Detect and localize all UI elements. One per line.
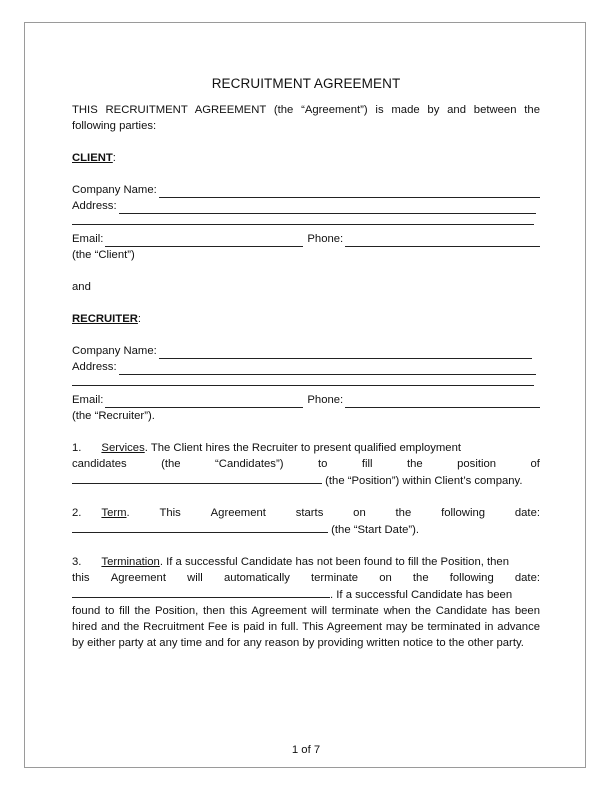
- recruiter-address-blank-2[interactable]: [72, 375, 534, 386]
- recruiter-email-label: Email:: [72, 394, 104, 406]
- client-heading-text: CLIENT: [72, 152, 113, 164]
- services-number: 1.: [72, 442, 82, 454]
- client-address-blank-2[interactable]: [72, 214, 534, 225]
- recruiter-phone-label: Phone:: [307, 394, 344, 406]
- and-text: and: [72, 281, 91, 293]
- recruiter-company-blank[interactable]: [159, 347, 532, 359]
- termination-heading: Termination: [101, 556, 160, 568]
- services-word-7: of: [530, 458, 540, 470]
- intro-paragraph: THIS RECRUITMENT AGREEMENT (the “Agreement”) is made by and between the following parties:: [72, 104, 540, 132]
- term-word-6: following: [441, 507, 486, 519]
- term-word-7: date:: [514, 507, 540, 519]
- termination-word-8: date:: [514, 572, 540, 584]
- termination-word-1: Agreement: [110, 572, 166, 584]
- services-word-5: the: [406, 458, 423, 470]
- termination-rest: found to fill the Position, then this Agreement will terminate when the Candidate has been hired and the Recruitment Fee is paid in full. This Agreement may be terminated in advance by either party at any time and for any reason by providing written notice to the other party.: [72, 605, 540, 649]
- recruiter-contact-line: [72, 392, 540, 408]
- document-title: RECRUITMENT AGREEMENT: [211, 76, 401, 91]
- services-word-4: fill: [361, 458, 373, 470]
- services-word-2: “Candidates”): [215, 458, 284, 470]
- services-word-1: (the: [161, 458, 181, 470]
- termination-line-2: [72, 570, 540, 586]
- client-heading-colon: :: [112, 152, 116, 164]
- term-line-1: [72, 505, 540, 521]
- termination-line-3: [72, 586, 540, 603]
- term-word-1: This: [159, 507, 181, 519]
- client-address-blank[interactable]: [119, 202, 536, 214]
- services-line-1: [72, 440, 540, 456]
- recruiter-heading-text: RECRUITER: [72, 313, 138, 325]
- client-contact-line: [72, 231, 540, 247]
- services-word-3: to: [317, 458, 328, 470]
- client-company-line: [72, 182, 540, 198]
- termination-word-5: on: [379, 572, 392, 584]
- termination-word-6: the: [412, 572, 429, 584]
- client-company-label: Company Name:: [72, 184, 157, 196]
- services-line-3: [72, 472, 540, 489]
- client-phone-label: Phone:: [307, 233, 344, 245]
- services-line-1-text: . The Client hires the Recruiter to present qualified employment: [144, 442, 462, 454]
- termination-word-3: automatically: [223, 572, 290, 584]
- recruiter-address-label: Address:: [72, 361, 117, 373]
- termination-word-4: terminate: [311, 572, 359, 584]
- client-address-label: Address:: [72, 200, 117, 212]
- term-line-2-text: (the “Start Date”).: [331, 524, 420, 536]
- term-number: 2.: [72, 507, 82, 519]
- start-date-blank[interactable]: [72, 521, 328, 533]
- client-company-blank[interactable]: [159, 186, 540, 198]
- termination-line-1-text: . If a successful Candidate has not been found to fill the Position, then: [159, 556, 510, 568]
- recruiter-heading-colon: :: [137, 313, 142, 325]
- services-line-2: [72, 456, 540, 472]
- term-word-0: .: [126, 507, 130, 519]
- termination-line-1: [72, 554, 540, 570]
- recruiter-address-blank[interactable]: [119, 363, 536, 375]
- client-address-line: [72, 198, 540, 214]
- term-word-4: on: [353, 507, 366, 519]
- section-termination: [72, 554, 540, 651]
- section-services: [72, 440, 540, 489]
- termination-word-7: following: [449, 572, 494, 584]
- termination-number: 3.: [72, 556, 82, 568]
- section-term: [72, 505, 540, 538]
- term-line-2: [72, 521, 540, 538]
- services-word-0: candidates: [72, 458, 127, 470]
- recruiter-phone-blank[interactable]: [345, 396, 540, 408]
- term-word-5: the: [395, 507, 412, 519]
- document-body: [72, 76, 540, 651]
- recruiter-heading: [72, 311, 540, 327]
- termination-word-2: will: [187, 572, 203, 584]
- recruiter-company-label: Company Name:: [72, 345, 157, 357]
- client-email-blank[interactable]: [105, 235, 303, 247]
- termination-date-blank[interactable]: [72, 586, 330, 598]
- client-email-label: Email:: [72, 233, 104, 245]
- page-number: 1 of 7: [291, 744, 321, 756]
- termination-line-3-text: . If a successful Candidate has been: [330, 589, 513, 601]
- recruiter-company-line: [72, 343, 540, 359]
- client-phone-blank[interactable]: [345, 235, 540, 247]
- client-designation: (the “Client”): [72, 249, 135, 261]
- services-heading: Services: [101, 442, 145, 454]
- recruiter-email-blank[interactable]: [105, 396, 303, 408]
- term-word-2: Agreement: [210, 507, 266, 519]
- services-line-3-text: (the “Position”) within Client’s company.: [325, 475, 523, 487]
- recruiter-designation: (the “Recruiter”).: [72, 410, 155, 422]
- services-word-6: position: [457, 458, 497, 470]
- recruiter-address-line: [72, 359, 540, 375]
- termination-word-0: this: [72, 572, 90, 584]
- position-blank[interactable]: [72, 472, 322, 484]
- client-heading: [72, 150, 540, 166]
- term-word-3: starts: [295, 507, 324, 519]
- term-heading: Term: [101, 507, 127, 519]
